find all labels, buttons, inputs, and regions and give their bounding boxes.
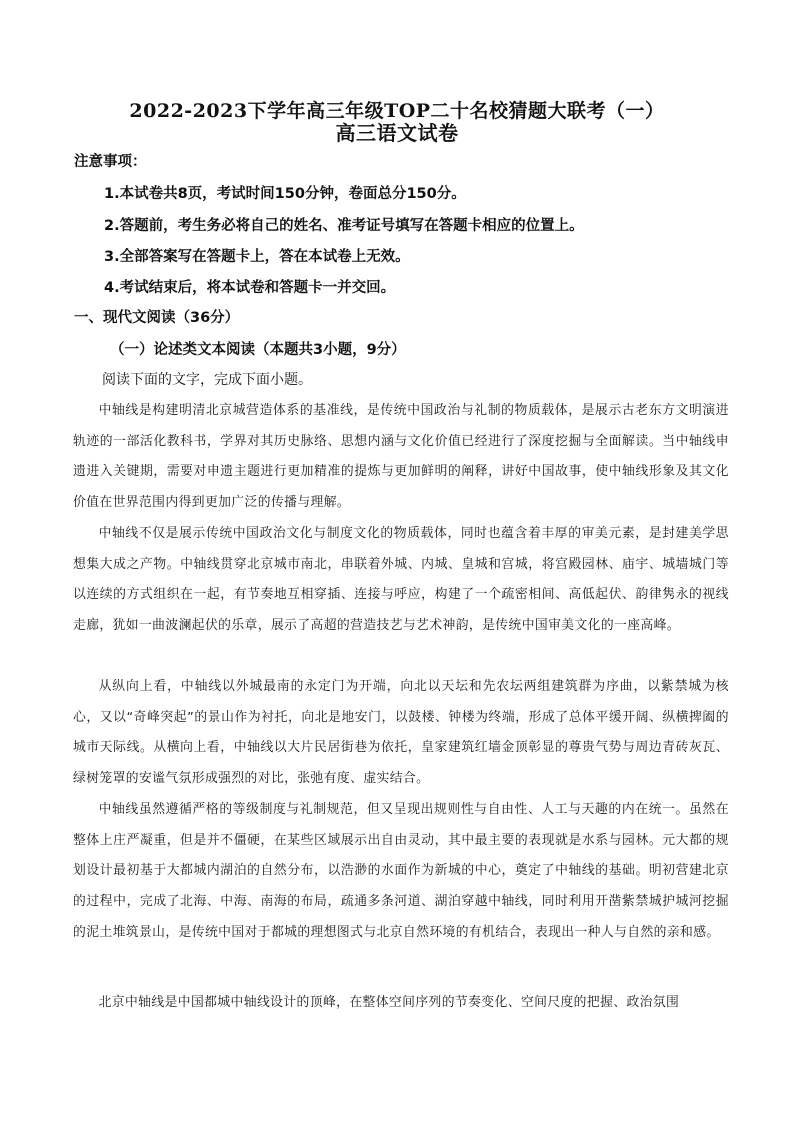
- exam-subtitle: 高三语文试卷: [335, 121, 459, 145]
- notice-heading: 注意事项：: [74, 154, 147, 170]
- exam-title: 2022-2023下学年高三年级TOP二十名校猜题大联考（一）: [129, 100, 665, 122]
- section-heading: 一、现代文阅读（36分）: [74, 310, 240, 326]
- section-subheading: （一）论述类文本阅读（本题共3小题，9分）: [110, 342, 406, 358]
- passage-paragraph-1: 中轴线是构建明清北京城营造体系的基准线，是传统中国政治与礼制的物质载体，是展示古老东方文明演进轨迹的一部活化教科书，学界对其历史脉络、思想内涵与文化价值已经进行了深度挖掘与全面解读。当中轴线申遗进入关键期，需要对申遗主题进行更加精准的提炼与更加鲜明的阐释，讲好中国故事，使中轴线形象及其文化价值在世界范围内得到更加广泛的传播与理解。: [73, 403, 729, 511]
- notice-item-1: 1.本试卷共8页，考试时间150分钟，卷面总分150分。: [104, 186, 466, 202]
- notice-item-2: 2.答题前，考生务必将自己的姓名、准考证号填写在答题卡相应的位置上。: [104, 218, 584, 234]
- passage-paragraph-2: 中轴线不仅是展示传统中国政治文化与制度文化的物质载体，同时也蕴含着丰厚的审美元素，是封建美学思想集大成之产物。中轴线贯穿北京城市南北，串联着外城、内城、皇城和宫城，将宫殿园林、庙宇、城墙城门等以连续的方式组织在一起，有节奏地互相穿插、连接与呼应，构建了一个疏密相间、高低起伏、韵律隽永的视线走廊，犹如一曲波澜起伏的乐章，展示了高超的营造技艺与艺术神韵，是传统中国审美文化的一座高峰。: [73, 526, 729, 634]
- notice-item-4: 4.考试结束后，将本试卷和答题卡一并交回。: [104, 280, 396, 296]
- reading-instruction: 阅读下面的文字，完成下面小题。: [102, 372, 312, 388]
- notice-item-3: 3.全部答案写在答题卡上，答在本试卷上无效。: [104, 249, 410, 265]
- passage-paragraph-4: 中轴线虽然遵循严格的等级制度与礼制规范，但又呈现出规则性与自由性、人工与天趣的内在统一。虽然在整体上庄严凝重，但是并不僵硬，在某些区域展示出自由灵动，其中最主要的表现就是水系与园林。元大都的规划设计最初基于大都城内湖泊的自然分布，以浩渺的水面作为新城的中心，奠定了中轴线的基础。明初营建北京的过程中，完成了北海、中海、南海的布局，疏通多条河道、湖泊穿越中轴线，同时利用开凿紫禁城护城河挖掘的泥土堆筑景山，是传统中国对于都城的理想图式与北京自然环境的有机结合，表现出一种人与自然的亲和感。: [73, 802, 729, 940]
- passage-paragraph-5: 北京中轴线是中国都城中轴线设计的顶峰，在整体空间序列的节奏变化、空间尺度的把握、政治氛围: [98, 995, 680, 1010]
- passage-paragraph-3: 从纵向上看，中轴线以外城最南的永定门为开端，向北以天坛和先农坛两组建筑群为序曲，以紫禁城为核心，又以“奇峰突起”的景山作为衬托，向北是地安门，以鼓楼、钟楼为终端，形成了总体平缓开阔、纵横捭阖的城市天际线。从横向上看，中轴线以大片民居街巷为依托，皇家建筑红墙金顶彰显的尊贵气势与周边青砖灰瓦、绿树笼罩的安谧气氛形成强烈的对比，张弛有度、虚实结合。: [73, 679, 729, 787]
